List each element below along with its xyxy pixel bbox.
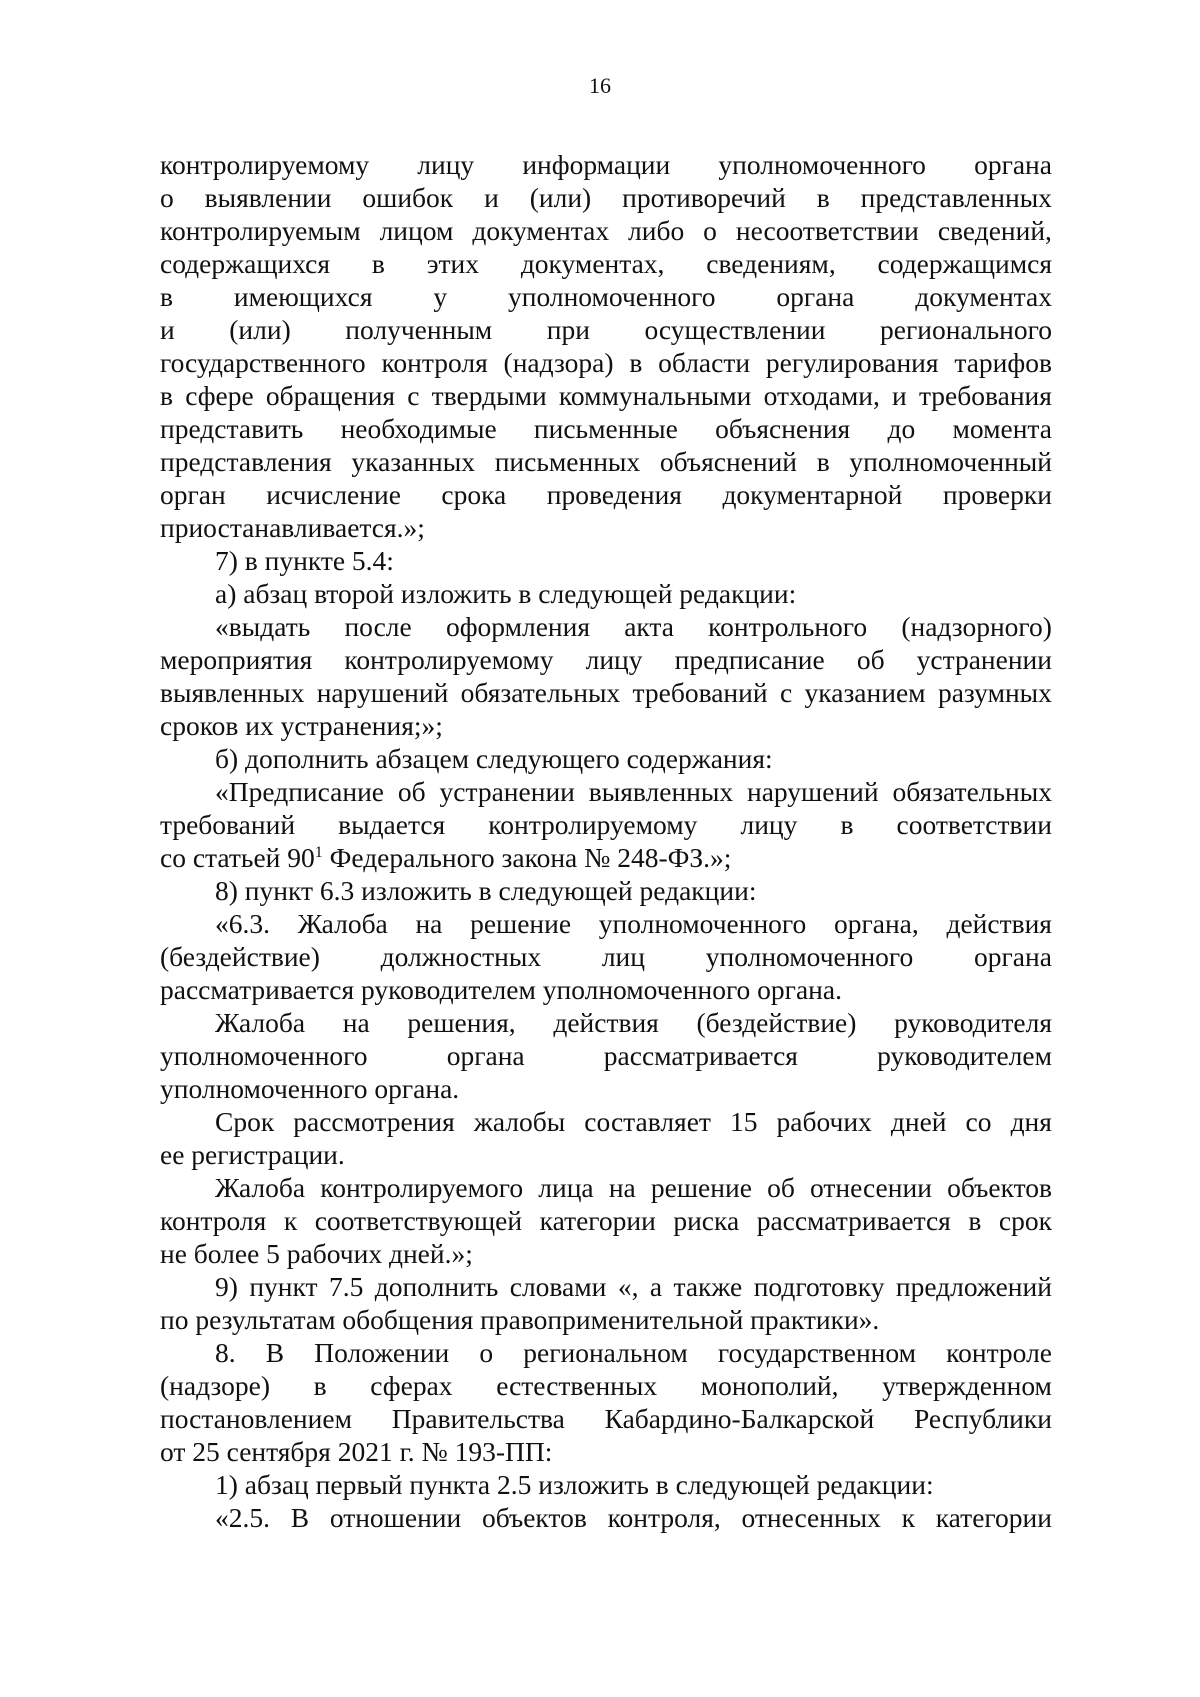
text-line: по результатам обобщения правоприменительной практики».: [160, 1304, 880, 1335]
word: осуществлении: [644, 314, 826, 345]
word: об: [397, 776, 426, 807]
word: о: [479, 1337, 494, 1368]
text-line: [160, 412, 1052, 445]
word: Положении: [314, 1337, 450, 1368]
text-line: [160, 1105, 1052, 1138]
word: решение: [470, 908, 572, 939]
word: Республики: [914, 1403, 1052, 1434]
word: обращения: [265, 380, 396, 411]
text-line: [160, 379, 1052, 412]
word: представления: [160, 446, 332, 477]
word: акта: [624, 611, 674, 642]
text-line: [160, 1369, 1052, 1402]
word: с: [779, 677, 793, 708]
word: региональном: [523, 1337, 688, 1368]
word: уполномоченный: [849, 446, 1052, 477]
text-line: [160, 1204, 1052, 1237]
word: категории: [539, 1205, 656, 1236]
document-body: [160, 148, 1052, 1534]
word: в: [968, 1205, 982, 1236]
word: контролируемым: [160, 215, 361, 246]
word: и: [892, 380, 907, 411]
word: указанием: [804, 677, 926, 708]
word: орган: [160, 479, 226, 510]
word: после: [344, 611, 412, 642]
word: отнесенных: [741, 1502, 881, 1533]
word: документах: [472, 215, 610, 246]
text-line: [160, 280, 1052, 313]
word: в: [160, 380, 173, 411]
word: Жалоба: [297, 908, 388, 939]
text-line: [160, 808, 1052, 841]
word: сведений,: [937, 215, 1052, 246]
word: требований: [160, 809, 296, 840]
text-line: [160, 1270, 1052, 1303]
superscript: 1: [314, 844, 323, 861]
word: «,: [617, 1271, 639, 1302]
word: предписание: [674, 644, 825, 675]
text-line: [160, 907, 1052, 940]
word: государственном: [717, 1337, 917, 1368]
text-line: [160, 643, 1052, 676]
word: Правительства: [391, 1403, 565, 1434]
word: 9): [215, 1271, 238, 1302]
word: «Предписание: [215, 776, 385, 807]
word: документарной: [722, 479, 903, 510]
word: объектов: [481, 1502, 587, 1533]
word: пункт: [249, 1271, 318, 1302]
text-line: [160, 247, 1052, 280]
word: и: [160, 314, 175, 345]
word: рассмотрения: [293, 1106, 455, 1137]
word: ошибок: [362, 182, 454, 213]
word: с: [407, 380, 420, 411]
word: «выдать: [215, 611, 311, 642]
word: выдается: [338, 809, 446, 840]
word: объяснения: [715, 413, 851, 444]
word: контролируемому: [344, 644, 554, 675]
word: об: [767, 1172, 795, 1203]
text-line: [160, 148, 1052, 181]
text-line: приостанавливается.»;: [160, 512, 425, 543]
text-line: [160, 775, 1052, 808]
text-line: сроков их устранения;»;: [160, 710, 443, 741]
text-line: не более 5 рабочих дней.»;: [160, 1238, 473, 1269]
text-line: со статьей $90^1$ Федерального закона № 248-ФЗ.»;: [160, 842, 732, 873]
word: и: [484, 182, 499, 213]
word: устранении: [916, 644, 1052, 675]
word: о: [703, 215, 717, 246]
word: выявленных: [160, 677, 305, 708]
text-line: [160, 1402, 1052, 1435]
word: (надзорного): [901, 611, 1052, 642]
text-line: [160, 478, 1052, 511]
word: в: [816, 446, 830, 477]
word: соответствующей: [314, 1205, 523, 1236]
word: (надзоре): [160, 1370, 270, 1401]
word: лицу: [740, 809, 798, 840]
text-line: [160, 214, 1052, 247]
word: у: [433, 281, 448, 312]
word: подготовку: [753, 1271, 885, 1302]
word: имеющихся: [233, 281, 373, 312]
word: содержащимся: [877, 248, 1052, 279]
word: (бездействие): [160, 941, 320, 972]
word: сфере: [185, 380, 254, 411]
word: Кабардино-Балкарской: [604, 1403, 875, 1434]
word: сведениям,: [706, 248, 836, 279]
word: либо: [628, 215, 685, 246]
word: рабочих: [776, 1106, 872, 1137]
word: (бездействие): [696, 1007, 857, 1038]
word: к: [283, 1205, 298, 1236]
word: документах,: [520, 248, 665, 279]
word: уполномоченного: [160, 1040, 368, 1071]
word: нарушений: [747, 776, 879, 807]
word: руководителем: [877, 1040, 1052, 1071]
word: контроля: [381, 347, 488, 378]
word: естественных: [496, 1370, 658, 1401]
word: дня: [1010, 1106, 1052, 1137]
word: разумных: [937, 677, 1052, 708]
word: в: [629, 347, 643, 378]
word: постановлением: [160, 1403, 352, 1434]
word: к: [901, 1502, 915, 1533]
word: несоответствии: [735, 215, 919, 246]
word: органа: [446, 1040, 525, 1071]
text-line: 8) пункт 6.3 изложить в следующей редакции:: [215, 875, 757, 906]
word: «6.3.: [215, 908, 270, 939]
word: проведения: [546, 479, 682, 510]
word: риска: [673, 1205, 740, 1236]
word: нарушений: [316, 677, 449, 708]
word: контроле: [946, 1337, 1052, 1368]
word: действия: [553, 1007, 659, 1038]
word: письменные: [533, 413, 678, 444]
word: действия: [946, 908, 1052, 939]
word: органа: [776, 281, 855, 312]
word: В: [290, 1502, 310, 1533]
word: уполномоченного: [598, 908, 807, 939]
word: области: [658, 347, 751, 378]
word: в: [160, 281, 173, 312]
word: контролируемого: [320, 1172, 524, 1203]
word: лицу: [585, 644, 643, 675]
word: представленных: [860, 182, 1052, 213]
word: также: [673, 1271, 743, 1302]
word: 7.5: [328, 1271, 364, 1302]
word: противоречий: [622, 182, 786, 213]
word: документах: [915, 281, 1052, 312]
word: при: [546, 314, 590, 345]
word: дней: [890, 1106, 947, 1137]
word: об: [856, 644, 885, 675]
word: на: [342, 1007, 370, 1038]
text-line: [160, 610, 1052, 643]
word: лиц: [601, 941, 645, 972]
word: контроля: [160, 1205, 267, 1236]
word: этих: [426, 248, 479, 279]
text-line: [160, 1006, 1052, 1039]
word: контрольного: [708, 611, 868, 642]
word: лица: [538, 1172, 594, 1203]
word: выявлении: [204, 182, 332, 213]
word: (или): [529, 182, 592, 213]
word: устранении: [439, 776, 575, 807]
word: решения,: [407, 1007, 516, 1038]
word: руководителя: [894, 1007, 1052, 1038]
word: обязательных: [460, 677, 621, 708]
text-line: рассматривается руководителем уполномоченного органа.: [160, 974, 842, 1005]
word: жалобы: [473, 1106, 566, 1137]
word: составляет: [584, 1106, 711, 1137]
text-line: уполномоченного органа.: [160, 1073, 460, 1104]
text-line: [160, 1336, 1052, 1369]
word: представить: [160, 413, 304, 444]
page-number: 16: [589, 73, 611, 98]
word: предложений: [895, 1271, 1052, 1302]
word: полученным: [345, 314, 493, 345]
word: со: [965, 1106, 992, 1137]
word: словами: [509, 1271, 607, 1302]
word: контролируемому: [160, 149, 370, 180]
word: Жалоба: [215, 1007, 306, 1038]
word: органа,: [833, 908, 919, 939]
word: выявленных: [588, 776, 734, 807]
word: на: [415, 908, 443, 939]
word: уполномоченного: [705, 941, 914, 972]
text-line: [160, 1171, 1052, 1204]
word: отходами,: [763, 380, 880, 411]
word: лицом: [379, 215, 454, 246]
word: мероприятия: [160, 644, 313, 675]
text-line: б) дополнить абзацем следующего содержания:: [215, 743, 773, 774]
word: в: [840, 809, 854, 840]
word: органа: [974, 149, 1052, 180]
word: объектов: [947, 1172, 1052, 1203]
word: (или): [229, 314, 291, 345]
word: срока: [441, 479, 507, 510]
word: контролируемому: [488, 809, 698, 840]
word: отношении: [329, 1502, 462, 1533]
word: до: [887, 413, 916, 444]
word: отнесении: [810, 1172, 932, 1203]
word: монополий,: [700, 1370, 839, 1401]
word: В: [265, 1337, 285, 1368]
word: регионального: [880, 314, 1052, 345]
word: 15: [729, 1106, 758, 1137]
text-line: [160, 181, 1052, 214]
word: требования: [918, 380, 1052, 411]
word: срок: [998, 1205, 1052, 1236]
word: 8.: [215, 1337, 236, 1368]
word: проверки: [942, 479, 1052, 510]
word: Срок: [215, 1106, 275, 1137]
word: уполномоченного: [508, 281, 716, 312]
word: Жалоба: [215, 1172, 306, 1203]
word: утвержденном: [882, 1370, 1052, 1401]
word: в: [371, 248, 385, 279]
word: уполномоченного: [718, 149, 926, 180]
text-line: 7) в пункте 5.4:: [215, 545, 394, 576]
text-line: ее регистрации.: [160, 1139, 345, 1170]
text-line: [160, 313, 1052, 346]
word: рассматривается: [603, 1040, 798, 1071]
text-line: [160, 940, 1052, 973]
word: в: [816, 182, 830, 213]
word: лицу: [417, 149, 475, 180]
text-line: а) абзац второй изложить в следующей редакции:: [215, 578, 797, 609]
text-line: 1) абзац первый пункта 2.5 изложить в следующей редакции:: [215, 1469, 934, 1500]
word: информации: [522, 149, 671, 180]
word: момента: [952, 413, 1052, 444]
word: должностных: [380, 941, 542, 972]
word: сферах: [370, 1370, 453, 1401]
word: государственного: [160, 347, 366, 378]
word: указанных: [351, 446, 476, 477]
word: органа: [974, 941, 1052, 972]
word: а: [649, 1271, 663, 1302]
text-line: от 25 сентября 2021 г. № 193-ПП:: [160, 1436, 553, 1467]
text-line: [160, 1039, 1052, 1072]
word: объяснений: [659, 446, 798, 477]
word: регулирования: [765, 347, 939, 378]
text-line: [160, 1501, 1052, 1534]
word: исчисление: [266, 479, 401, 510]
word: на: [608, 1172, 636, 1203]
word: (надзора): [503, 347, 614, 378]
word: решение: [650, 1172, 752, 1203]
word: обязательных: [892, 776, 1052, 807]
word: оформления: [445, 611, 591, 642]
word: контроля,: [607, 1502, 721, 1533]
text-line: [160, 346, 1052, 379]
text-line: [160, 445, 1052, 478]
word: коммунальными: [558, 380, 752, 411]
word: соответствии: [896, 809, 1052, 840]
word: твердыми: [431, 380, 547, 411]
word: категории: [935, 1502, 1052, 1533]
word: о: [160, 182, 174, 213]
word: «2.5.: [215, 1502, 270, 1533]
word: письменных: [494, 446, 641, 477]
word: дополнить: [374, 1271, 499, 1302]
word: требований: [632, 677, 768, 708]
word: в: [313, 1370, 327, 1401]
word: тарифов: [954, 347, 1052, 378]
word: содержащихся: [160, 248, 331, 279]
word: рассматривается: [756, 1205, 951, 1236]
text-line: [160, 676, 1052, 709]
word: необходимые: [340, 413, 497, 444]
